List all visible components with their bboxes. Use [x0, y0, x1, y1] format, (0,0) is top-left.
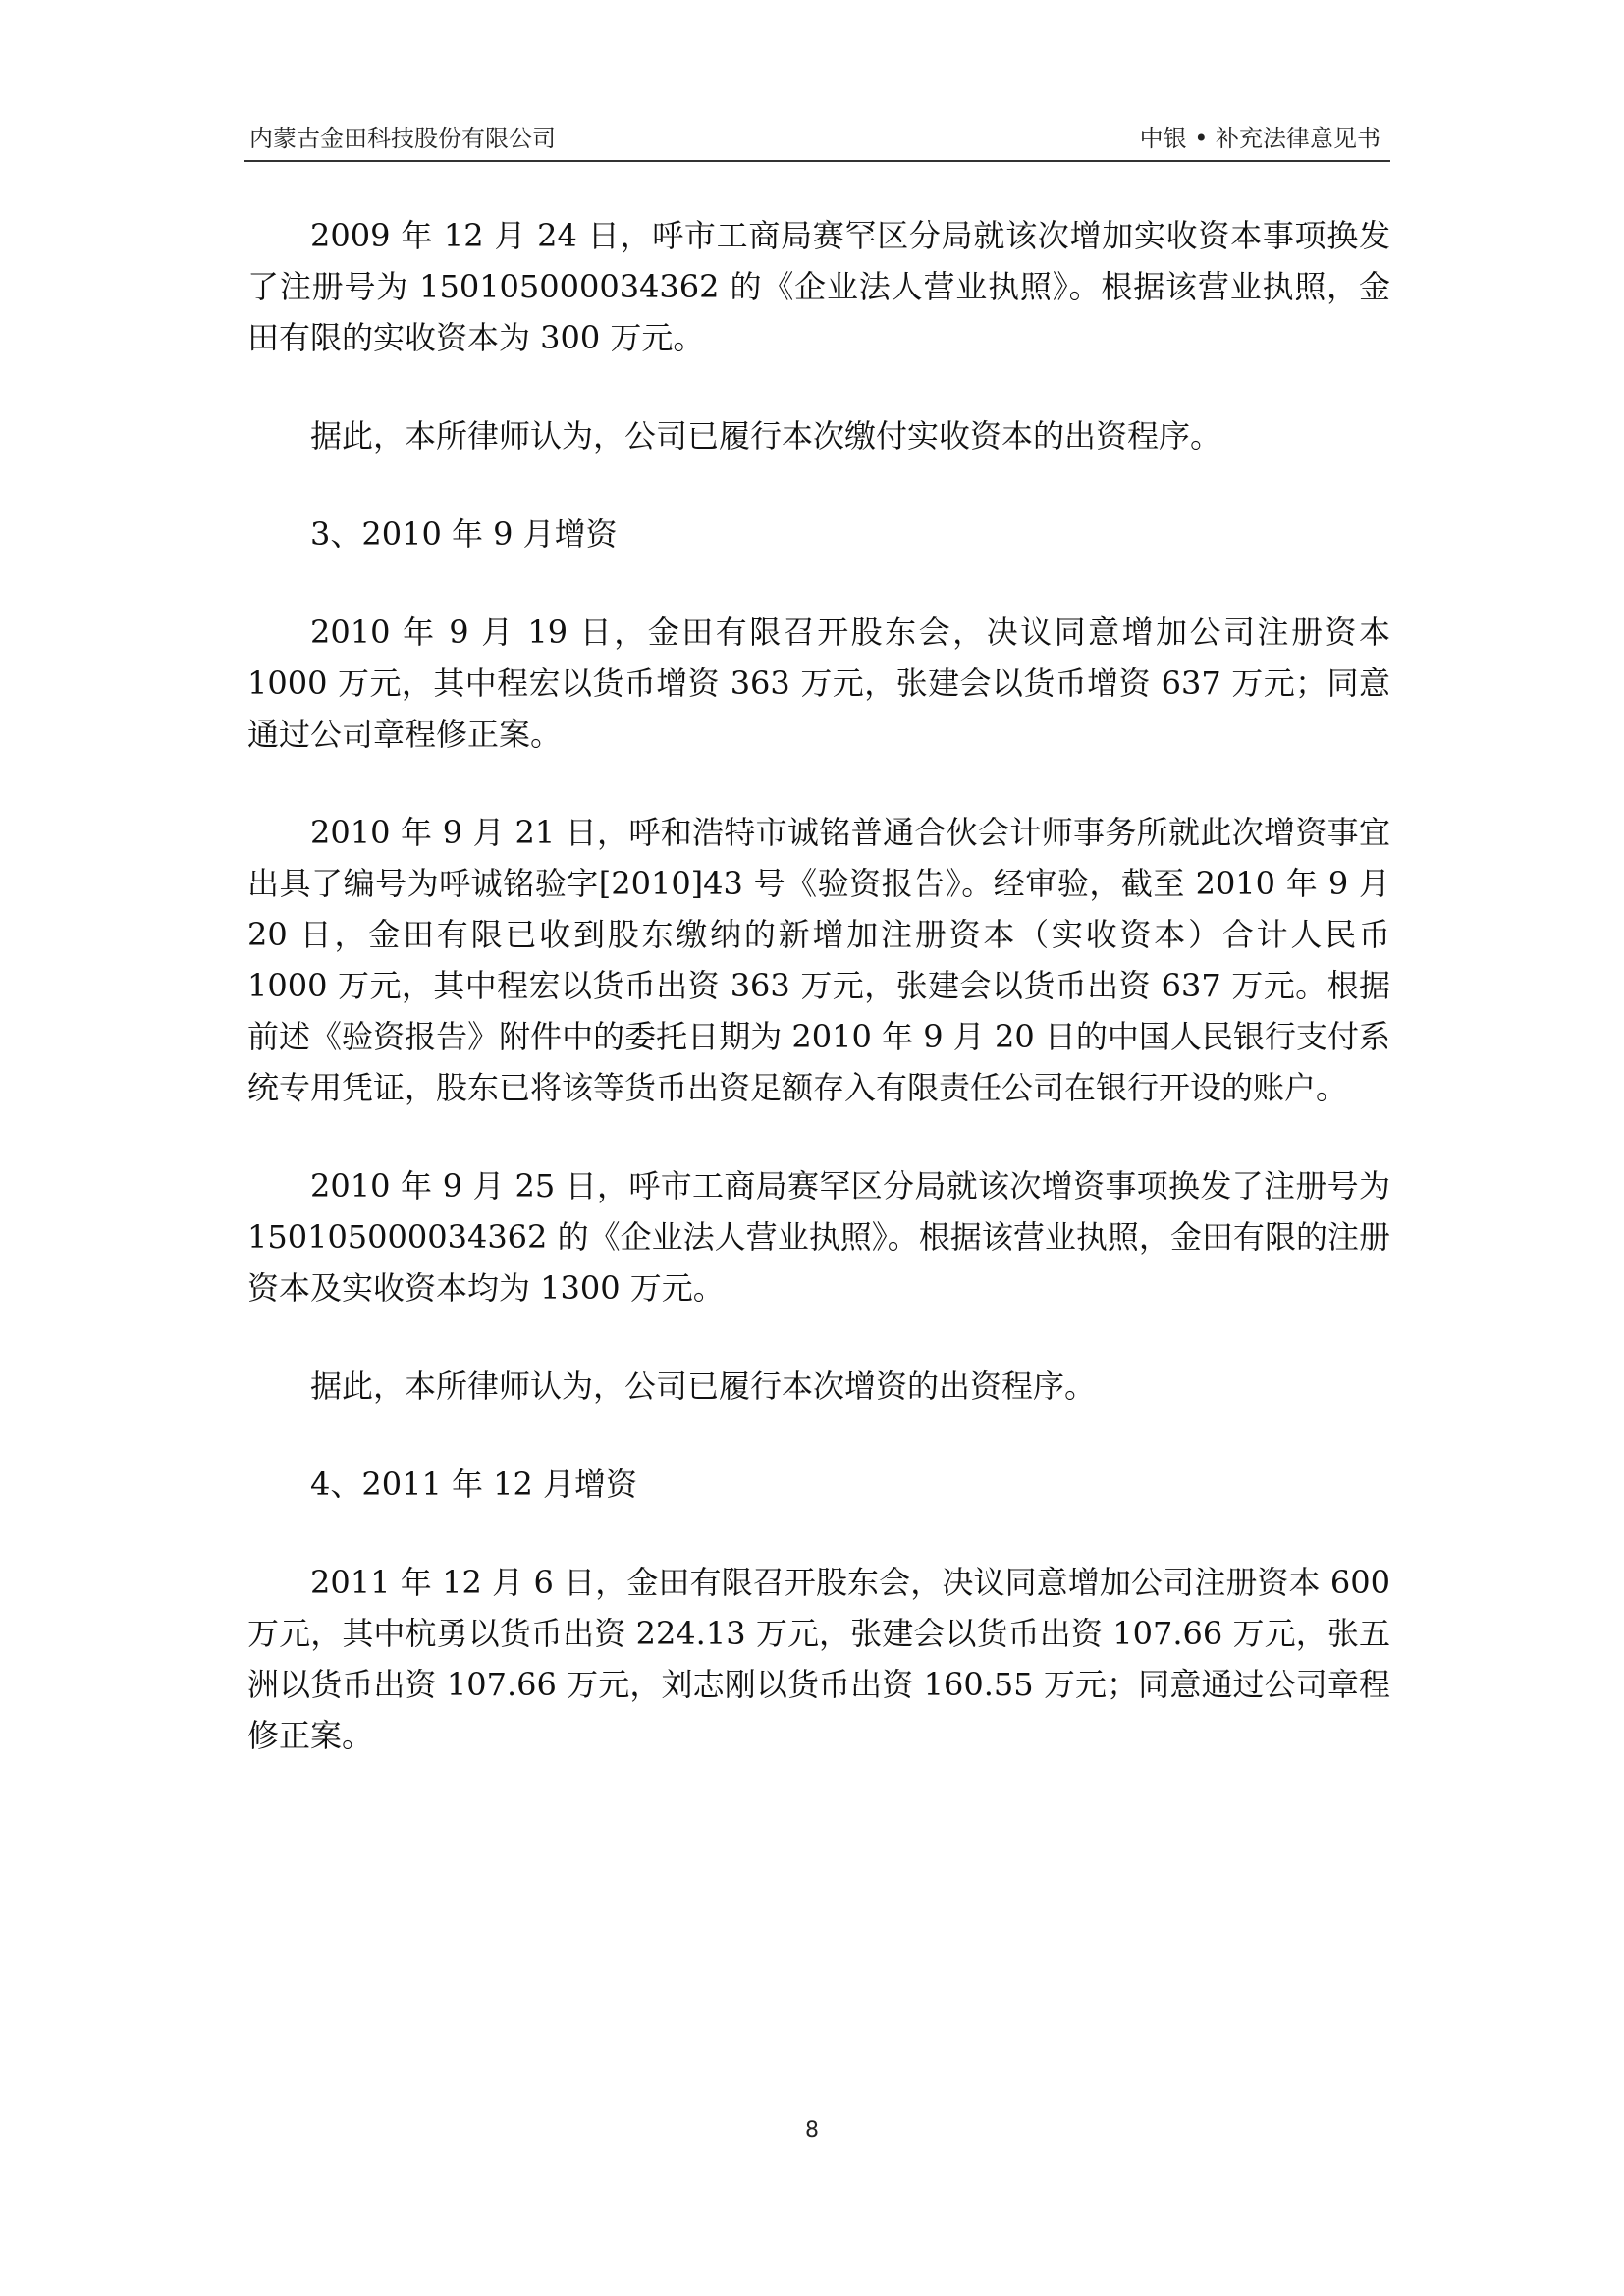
paragraph-opinion-1: 据此，本所律师认为，公司已履行本次缴付实收资本的出资程序。	[310, 417, 1222, 454]
paragraph-shareholder-meeting-2010: 2010 年 9 月 19 日，金田有限召开股东会，决议同意增加公司注册资本 1000 万元，其中程宏以货币增资 363 万元，张建会以货币增资 637 万元；同意通过公司章程修正案。	[247, 614, 1390, 753]
paragraph-capital-verification-2010: 2010 年 9 月 21 日，呼和浩特市诚铭普通合伙会计师事务所就此次增资事宜出具了编号为呼诚铭验字[2010]43 号《验资报告》。经审验，截至 2010 年 9 月 20 日，金田有限已收到股东缴纳的新增加注册资本（实收资本）合计人民币 1000 万元，其中程宏以货币出资 363 万元，张建会以货币出资 637 万元。根据前述《验资报告》附件中的委托日期为 2010 年 9 月 20 日的中国人民银行支付系统专用凭证，股东已将该等货币出资足额存入有限责任公司在银行开设的账户。	[247, 814, 1390, 1106]
paragraph-opinion-2: 据此，本所律师认为，公司已履行本次增资的出资程序。	[310, 1367, 1097, 1405]
page-number: 8	[805, 2118, 819, 2143]
paragraph-license-2009: 2009 年 12 月 24 日，呼市工商局赛罕区分局就该次增加实收资本事项换发了注册号为 150105000034362 的《企业法人营业执照》。根据该营业执照，金田有限的实收资本为 300 万元。	[247, 217, 1390, 356]
section-heading-3: 3、2010 年 9 月增资	[310, 515, 618, 553]
paragraph-shareholder-meeting-2011: 2011 年 12 月 6 日，金田有限召开股东会，决议同意增加公司注册资本 600 万元，其中杭勇以货币出资 224.13 万元，张建会以货币出资 107.66 万元，张五洲以货币出资 107.66 万元，刘志刚以货币出资 160.55 万元；同意通过公司章程修正案。	[247, 1564, 1390, 1754]
document-body	[247, 210, 1390, 1808]
page-header	[244, 114, 1390, 163]
header-document-title: 中银 • 补充法律意见书	[1139, 125, 1380, 152]
header-company-name: 内蒙古金田科技股份有限公司	[249, 125, 556, 152]
paragraph-license-2010: 2010 年 9 月 25 日，呼市工商局赛罕区分局就该次增资事项换发了注册号为 150105000034362 的《企业法人营业执照》。根据该营业执照，金田有限的注册资本及实收资本均为 1300 万元。	[247, 1167, 1390, 1307]
section-heading-4: 4、2011 年 12 月增资	[310, 1466, 638, 1503]
header-divider	[244, 160, 1390, 162]
